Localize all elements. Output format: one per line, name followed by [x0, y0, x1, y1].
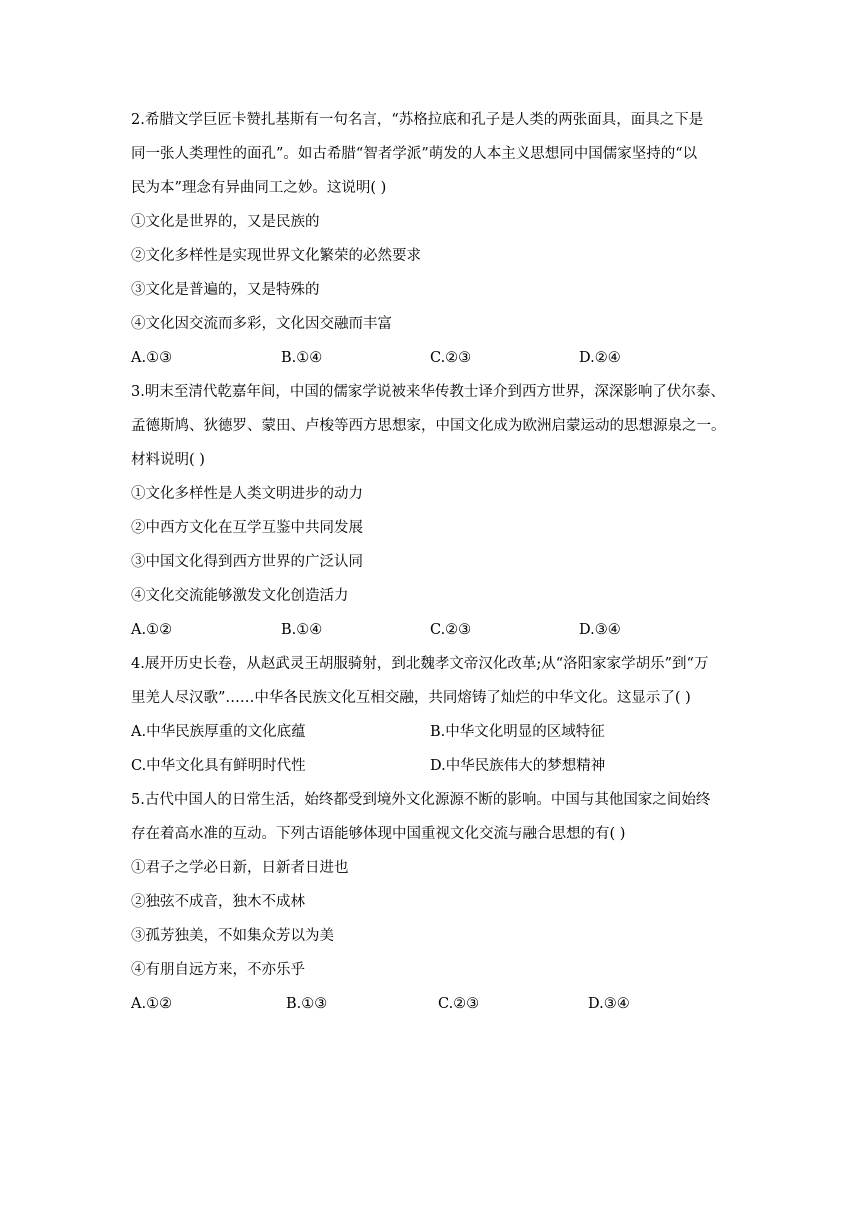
option-d: D.③④: [588, 996, 630, 1012]
question-stem-line: 里羌人尽汉歌”……中华各民族文化互相交融，共同熔铸了灿烂的中华文化。这显示了( ): [131, 690, 691, 706]
question-stem-line: 2.希腊文学巨匠卡赞扎基斯有一句名言，“苏格拉底和孔子是人类的两张面具，面具之下是: [131, 112, 704, 128]
statement-item: ②中西方文化在互学互鉴中共同发展: [131, 520, 363, 536]
statement-item: ④有朋自远方来，不亦乐乎: [131, 962, 305, 978]
option-b: B.①④: [281, 350, 323, 366]
statement-item: ①文化是世界的，又是民族的: [131, 214, 320, 230]
statement-item: ①文化多样性是人类文明进步的动力: [131, 486, 363, 502]
option-a: A.①②: [131, 622, 173, 638]
option-a: A.①②: [131, 996, 173, 1012]
option-c: C.中华文化具有鲜明时代性: [131, 758, 306, 774]
option-a: A.中华民族厚重的文化底蕴: [131, 724, 306, 740]
option-d: D.③④: [579, 622, 621, 638]
question-stem-line: 材料说明( ): [131, 452, 205, 468]
option-b: B.①③: [286, 996, 328, 1012]
question-stem-line: 3.明末至清代乾嘉年间，中国的儒家学说被来华传教士译介到西方世界，深深影响了伏尔泰、: [131, 384, 725, 400]
question-stem-line: 存在着高水准的互动。下列古语能够体现中国重视文化交流与融合思想的有( ): [131, 826, 626, 842]
statement-item: ④文化交流能够激发文化创造活力: [131, 588, 349, 604]
option-d: D.②④: [579, 350, 621, 366]
statement-item: ②独弦不成音，独木不成林: [131, 894, 305, 910]
option-c: C.②③: [430, 622, 472, 638]
statement-item: ③文化是普遍的，又是特殊的: [131, 282, 320, 298]
question-stem-line: 5.古代中国人的日常生活，始终都受到境外文化源源不断的影响。中国与其他国家之间始终: [131, 792, 711, 808]
option-b: B.①④: [281, 622, 323, 638]
question-stem-line: 4.展开历史长卷，从赵武灵王胡服骑射，到北魏孝文帝汉化改革;从“洛阳家家学胡乐”到“万: [131, 656, 709, 672]
option-c: C.②③: [430, 350, 472, 366]
question-stem-line: 孟德斯鸠、狄德罗、蒙田、卢梭等西方思想家，中国文化成为欧洲启蒙运动的思想源泉之一。: [131, 418, 726, 434]
statement-item: ②文化多样性是实现世界文化繁荣的必然要求: [131, 248, 421, 264]
option-b: B.中华文化明显的区域特征: [430, 724, 605, 740]
question-stem-line: 民为本”理念有异曲同工之妙。这说明( ): [131, 180, 387, 196]
statement-item: ③孤芳独美，不如集众芳以为美: [131, 928, 334, 944]
question-stem-line: 同一张人类理性的面孔”。如古希腊“智者学派”萌发的人本主义思想同中国儒家坚持的“以: [131, 146, 698, 162]
option-d: D.中华民族伟大的梦想精神: [430, 758, 606, 774]
option-a: A.①③: [131, 350, 173, 366]
option-c: C.②③: [438, 996, 480, 1012]
statement-item: ③中国文化得到西方世界的广泛认同: [131, 554, 363, 570]
statement-item: ④文化因交流而多彩，文化因交融而丰富: [131, 316, 392, 332]
statement-item: ①君子之学必日新，日新者日进也: [131, 860, 349, 876]
